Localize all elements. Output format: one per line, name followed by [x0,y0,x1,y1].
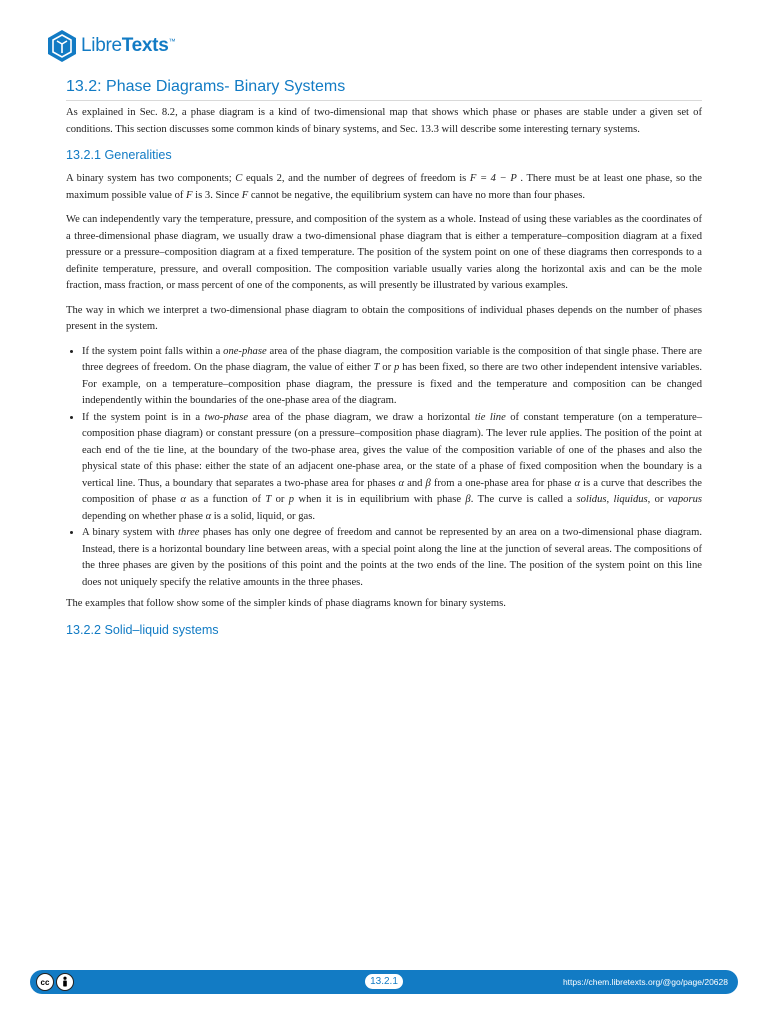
section-heading-solid-liquid: 13.2.2 Solid–liquid systems [66,622,219,637]
libretexts-wordmark: LibreTexts™ [81,35,176,56]
phase-count-list [66,344,702,592]
list-item-three-phase: • A binary system with three phases has only one degree of freedom and cannot be represented by an area on a two-dimensional phase diagram. Instead, there is a horizontal boundary line between areas, with a special point along the line at the junction of several areas. The compositions of the three phases are given by the positions of this point and the points at the two ends of the line. The position of the system point on this line does not uniquely specify the relative amounts in the three phases. [82,525,702,591]
cc-license-badge[interactable] [36,972,76,992]
generalities-paragraph-1: A binary system has two components; C equals 2, and the number of degrees of freedom is F = 4 − P . There must be at least one phase, so the maximum possible value of F is 3. Since F cannot be negative, the equilibrium system can have no more than four phases. [66,173,702,201]
generalities-paragraph-4: The examples that follow show some of the simpler kinds of phase diagrams known for binary systems. [66,598,506,609]
main-content [66,105,702,646]
cc-icon: cc [36,973,54,991]
list-item-one-phase: • If the system point falls within a one-phase area of the phase diagram, the composition variable is the composition of that single phase. There are three degrees of freedom. On the phase diagram, the value of either T or p has been fixed, so there are two other independent intensive variables. For example, on a temperature–composition phase diagram, the pressure is fixed and the temperature and composition can be changed independently within the boundaries of the one-phase area of the diagram. [82,344,702,410]
page-footer [30,970,738,994]
by-icon [56,973,74,991]
libretexts-logo[interactable] [46,26,175,66]
page-title: 13.2: Phase Diagrams- Binary Systems [66,78,702,101]
page-url-link[interactable]: https://chem.libretexts.org/@go/page/20628 [562,977,728,987]
generalities-paragraph-3: The way in which we interpret a two-dimensional phase diagram to obtain the compositions of individual phases depends on the number of phases present in the system. [66,304,702,332]
list-item-two-phase: • If the system point is in a two-phase area of the phase diagram, we draw a horizontal tie line of constant temperature (on a temperature–composition phase diagram) or constant pressure (on a pressure–composition phase diagram). The lever rule applies. The position of the point at each end of the tie line, at the boundary of the two-phase area, gives the value of the composition variable of one of the phases and also the physical state of this phase: either the state of an adjacent one-phase area, or the state of a phase of fixed composition when the boundary is a vertical line. Thus, a boundary that separates a two-phase area for phases α and β from a one-phase area for phase α is a curve that describes the composition of phase α as a function of T or p when it is in equilibrium with phase β. The curve is called a solidus, liquidus, or vaporus depending on whether phase α is a solid, liquid, or gas. [82,410,702,526]
intro-paragraph: As explained in Sec. 8.2, a phase diagram is a kind of two-dimensional map that shows which phase or phases are stable under a given set of conditions. This section discusses some common kinds of binary systems, and Sec. 13.3 will describe some interesting ternary systems. [66,107,702,135]
libretexts-hexagon-icon [46,29,78,63]
section-heading-generalities: 13.2.1 Generalities [66,148,172,162]
page-number: 13.2.1 [365,974,403,989]
generalities-paragraph-2: We can independently vary the temperature, pressure, and composition of the system as a whole. Instead of using these variables as the coordinates of a three-dimensional phase diagram, we usually draw a two-dimensional phase diagram that is either a temperature–composition diagram at a fixed pressure or a pressure–composition diagram at a fixed temperature. The position of the system point on one of these diagrams then corresponds to a definite temperature, pressure, and overall composition. The composition variable usually varies along the horizontal axis and can be the mole fraction, mass fraction, or mass percent of one of the components, as will presently be illustrated by various examples. [66,214,702,291]
